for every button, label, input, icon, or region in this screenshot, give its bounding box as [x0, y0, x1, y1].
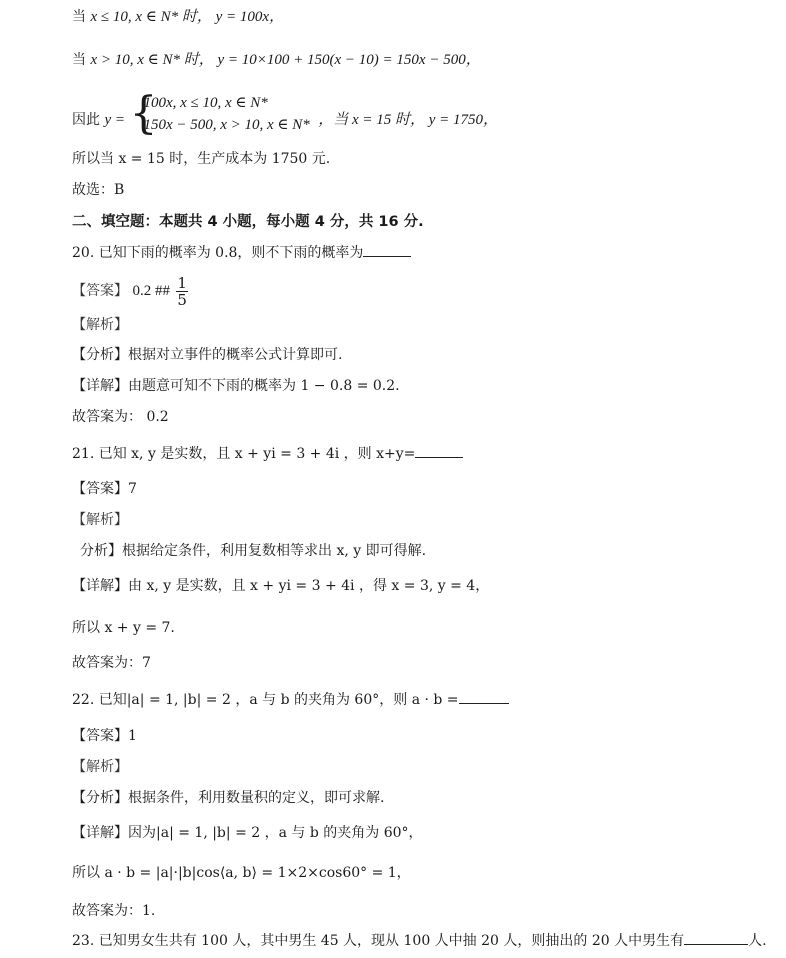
- fenxi-20: 【分析】根据对立事件的概率公式计算即可.: [72, 347, 343, 363]
- answer-20: 【答案】 0.2 ## $\frac{1}{5}$: [72, 273, 187, 309]
- analysis-tag-21: 【解析】: [72, 512, 128, 528]
- analysis-tag-20: 【解析】: [72, 317, 128, 333]
- fraction: $\frac{1}{5}$: [177, 273, 187, 309]
- fenxi-21: 分析】根据给定条件，利用复数相等求出 x, y 即可得解.: [80, 543, 427, 559]
- step-21: 所以 x + y = 7.: [72, 620, 175, 636]
- conclusion-20: 故答案为： 0.2: [72, 409, 169, 425]
- answer-blank: [415, 445, 463, 458]
- answer-22: 【答案】1: [72, 728, 137, 744]
- conclusion-22: 故答案为：1.: [72, 903, 156, 919]
- xiangjie-22: 【详解】因为|a| = 1, |b| = 2 ，a 与 b 的夹角为 60°，: [72, 825, 423, 841]
- analysis-tag-22: 【解析】: [72, 759, 128, 775]
- solution-line-5: 故选：B: [72, 182, 125, 198]
- piecewise-line: 因此 y = { 100x, x ≤ 10, x ∈ N* 150x − 500, x > 10, x ∈ N* ，当 x = 15 时， y = 1750，: [72, 92, 498, 138]
- answer-blank: [363, 244, 411, 257]
- answer-21: 【答案】7: [72, 481, 137, 497]
- step-22: 所以 a · b = |a|·|b|cos⟨a, b⟩ = 1×2×cos60° = 1，: [72, 865, 411, 881]
- xiangjie-21: 【详解】由 x, y 是实数，且 x + yi = 3 + 4i ，得 x = 3, y = 4，: [72, 578, 490, 594]
- solution-line-1: 当 x ≤ 10, x ∈ N* 时， y = 100x，: [72, 9, 285, 25]
- case-1: 100x, x ≤ 10, x ∈ N*: [143, 95, 268, 111]
- solution-line-2: 当 x > 10, x ∈ N* 时， y = 10×100 + 150(x − 10) = 150x − 500，: [72, 52, 481, 68]
- conclusion-21: 故答案为：7: [72, 655, 151, 671]
- question-22: 22. 已知|a| = 1, |b| = 2 ，a 与 b 的夹角为 60°，则 a · b =: [72, 691, 509, 709]
- xiangjie-20: 【详解】由题意可知不下雨的概率为 1 − 0.8 = 0.2.: [72, 378, 400, 394]
- case-2: 150x − 500, x > 10, x ∈ N*: [143, 117, 310, 133]
- fenxi-22: 【分析】根据条件，利用数量积的定义，即可求解.: [72, 790, 385, 806]
- answer-blank: [684, 932, 748, 945]
- question-23: 23. 已知男女生共有 100 人，其中男生 45 人，现从 100 人中抽 20 人，则抽出的 20 人中男生有 人.: [72, 933, 767, 949]
- solution-line-4: 所以当 x = 15 时，生产成本为 1750 元.: [72, 151, 331, 167]
- piecewise-brace: { 100x, x ≤ 10, x ∈ N* 150x − 500, x > 10, x ∈ N*: [129, 88, 310, 139]
- question-20: 20. 已知下雨的概率为 0.8，则不下雨的概率为: [72, 244, 411, 262]
- answer-blank: [459, 691, 509, 704]
- section-heading: 二、填空题：本题共 4 小题，每小题 4 分，共 16 分.: [72, 214, 424, 230]
- question-21: 21. 已知 x, y 是实数，且 x + yi = 3 + 4i ，则 x+y=: [72, 445, 463, 463]
